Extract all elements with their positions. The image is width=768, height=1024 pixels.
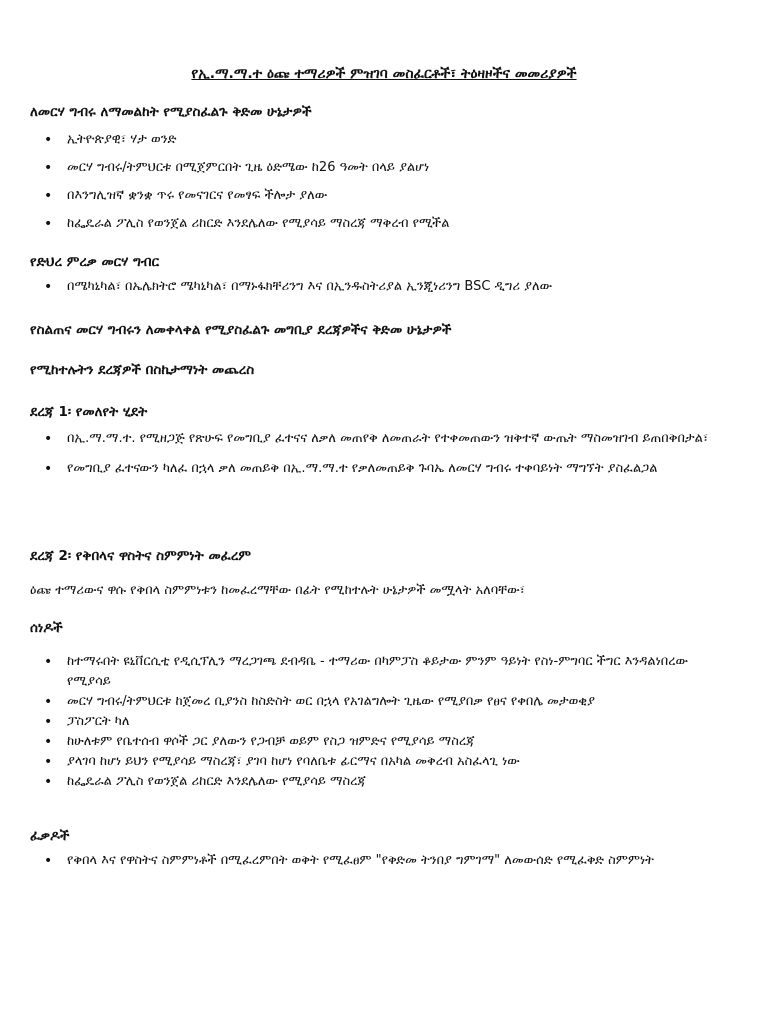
list-item: • ኢትዮጵያዊ፣ ሃታ ወንድ bbox=[0, 126, 449, 154]
list-item: • ከሁለቱም የቤተሰብ ዋሶች ጋር ያለውን የጋብቻ ወይም የስጋ ዝምድና የሚያሳይ ማስረጃ bbox=[0, 732, 717, 752]
list-item: • በኢ.ማ.ማ.ተ. የሚዘጋጅ የጽሁፍ የመግቢያ ፈተናና ለቃለ መጠየቅ ለመጠራት የተቀመጠውን ዝቅተኛ ውጤት ማስመዝገብ ይጠበቅበታል፣ bbox=[0, 424, 717, 454]
list-item: • ከፌዴራል ፖሊስ የወንጀል ሪከርድ እንደሌለው የሚያሳይ ማስረጃ bbox=[0, 772, 717, 792]
list-item: • ከተማሩበት ዩኒቨርሲቲ የዲሲፕሊን ማረጋገጫ ደብዳቤ - ተማሪው በካምፓስ ቆይታው ምንም ዓይነት የስነ-ምግባር ችግር እንዳልነበረው የሚያሳይ bbox=[0, 652, 717, 692]
steps-subheading: የሚከተሉትን ደረጃዎች በስኬታማነት መጨረስ bbox=[30, 362, 255, 378]
list-item: • በሜካኒካል፣ በኤሌክትሮ ሜካኒካል፣ በማኑፋክቸሪንግ እና በኢንዱስትሪያል ኢንጂነሪንግ BSC ዲግሪ ያለው bbox=[0, 274, 552, 301]
graduate-program-list bbox=[0, 274, 552, 301]
list-item: • ያላገባ ከሆነ ይህን የሚያሳይ ማስረጃ፣ ያገባ ከሆነ የባለቤቱ ፊርማና በአካል መቅረብ አስፈላጊ ነው bbox=[0, 752, 717, 772]
documents-list bbox=[0, 652, 717, 792]
documents-heading: ሰነዶች bbox=[30, 620, 63, 636]
step2-heading: ደረጃ 2፡ የቅበላና ዋስትና ስምምነት መፈረም bbox=[30, 548, 252, 564]
list-item: • የቅበላ እና የዋስትና ስምምነቶች በሚፈረምበት ወቅት የሚፈፀም "የቅድመ ትንበያ ግምገማ" ለመውሰድ የሚፈቅድ ስምምነት bbox=[0, 846, 717, 876]
list-item: • በእንግሊዝኛ ቋንቋ ጥሩ የመናገርና የመፃፍ ችሎታ ያለው bbox=[0, 182, 449, 210]
permissions-heading: ፈቃዶች bbox=[30, 828, 70, 844]
list-item: • ከፌዴራል ፖሊስ የወንጀል ሪከርድ እንደሌለው የሚያሳይ ማስረጃ ማቅረብ የሚችል bbox=[0, 210, 449, 238]
permissions-list bbox=[0, 846, 717, 876]
list-item: • መርሃ ግብሩ/ትምህርቱ ከጀመረ ቢያንስ ከስድስት ወር በኋላ የአገልግሎት ጊዜው የሚያበቃ የፀና የቀበሌ መታወቂያ bbox=[0, 692, 717, 712]
eligibility-list bbox=[0, 126, 449, 238]
step1-heading: ደረጃ 1፡ የመለየት ሂደት bbox=[30, 404, 148, 420]
list-item: • መርሃ ግብሩ/ትምህርቱ በሚጀምርበት ጊዜ ዕድሜው ከ26 ዓመት በላይ ያልሆነ bbox=[0, 154, 449, 182]
list-item: • ፓስፖርት ካለ bbox=[0, 712, 717, 732]
step2-text: ዕጩ ተማሪውና ዋሱ የቅበላ ስምምነቱን ከመፈረማቸው በፊት የሚከተሉት ሁኔታዎች መሟላት አለባቸው፣ bbox=[30, 583, 525, 598]
list-item: • የመግቢያ ፈተናውን ካለፈ በኋላ ቃለ መጠይቅ በኢ.ማ.ማ.ተ የቃለመጠይቅ ጉባኤ ለመርሃ ግብሩ ተቀባይነት ማግኘት ያስፈልጋል bbox=[0, 454, 717, 484]
graduate-program-heading: የድህረ ምረቃ መርሃ ግብር bbox=[30, 254, 160, 270]
page-title: የኢ.ማ.ማ.ተ ዕጩ ተማሪዎች ምዝገባ መስፈርቶች፣ ትዕዛዞችና መመሪያዎች bbox=[191, 66, 577, 82]
eligibility-heading: ለመርሃ ግብሩ ለማመልከት የሚያስፈልጉ ቅድመ ሁኔታዎች bbox=[30, 104, 312, 120]
step1-list bbox=[0, 424, 717, 484]
training-entry-heading: የስልጠና መርሃ ግብሩን ለመቀላቀል የሚያስፈልጉ መግቢያ ደረጃዎችና ቅድመ ሁኔታዎች bbox=[30, 322, 452, 338]
